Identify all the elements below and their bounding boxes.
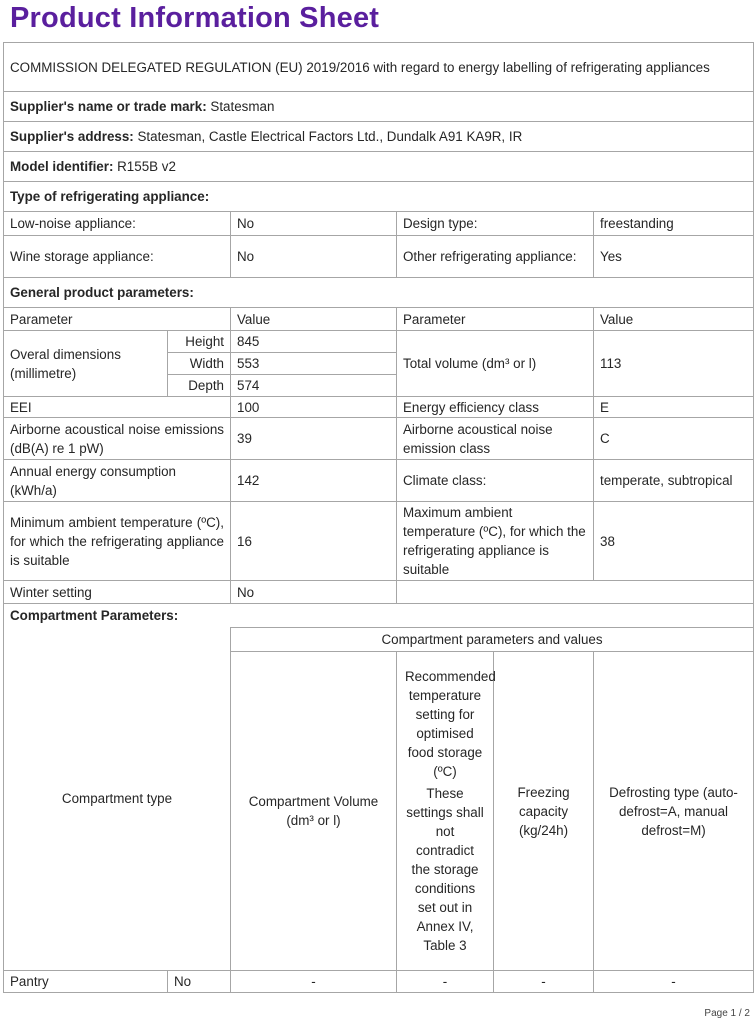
supplier-name-value: Statesman [210,99,275,114]
pantry-present: No [168,971,231,993]
min-ambient-label: Minimum ambient temperature (ºC), for which the refrigerating appliance is suitable [4,502,231,581]
pantry-type: Pantry [4,971,168,993]
width-value: 553 [231,353,397,375]
other-appliance-label: Other refrigerating appliance: [397,236,594,278]
total-volume-label: Total volume (dm³ or l) [397,331,594,397]
winter-setting-label: Winter setting [4,581,231,604]
noise-emissions-label: Airborne acoustical noise emissions (dB(A) re 1 pW) [4,418,231,460]
energy-class-value: E [594,397,754,418]
noise-class-label: Airborne acoustical noise emission class [397,418,594,460]
design-type-value: freestanding [594,212,754,236]
value-header-left: Value [231,308,397,331]
value-header-right: Value [594,308,754,331]
supplier-address-label: Supplier's address: [10,129,134,144]
page-number: Page 1 / 2 [704,1008,750,1019]
width-label: Width [168,353,231,375]
empty-cell [397,581,754,604]
annual-energy-value: 142 [231,460,397,502]
supplier-address-row [4,122,754,152]
compartment-values-header: Compartment parameters and values [231,628,754,652]
design-type-label: Design type: [397,212,594,236]
parameter-header-right: Parameter [397,308,594,331]
compartment-parameters-heading: Compartment Parameters: [4,604,754,628]
pantry-freezing: - [541,974,546,989]
eei-value: 100 [231,397,397,418]
winter-setting-value: No [231,581,397,604]
annual-energy-label: Annual energy consumption (kWh/a) [4,460,231,502]
product-information-table [3,42,754,993]
defrosting-type-header: Defrosting type (auto-defrost=A, manual defrost=M) [594,652,754,971]
temperature-header-cell [397,652,594,971]
eei-label: EEI [4,397,231,418]
height-label: Height [168,331,231,353]
recommended-temperature-header: Recommended temperature setting for optimised food storage (ºC) [405,669,496,779]
depth-label: Depth [168,375,231,397]
wine-storage-label: Wine storage appliance: [4,236,231,278]
pantry-temp-freezing-cell [397,971,594,993]
regulation-text: COMMISSION DELEGATED REGULATION (EU) 2019/2016 with regard to energy labelling of refrigerating appliances [4,43,754,92]
low-noise-value: No [231,212,397,236]
page-title: Product Information Sheet [10,2,380,34]
climate-class-label: Climate class: [397,460,594,502]
model-identifier-label: Model identifier: [10,159,114,174]
model-identifier-row [4,152,754,182]
low-noise-label: Low-noise appliance: [4,212,231,236]
total-volume-value: 113 [594,331,754,397]
energy-class-label: Energy efficiency class [397,397,594,418]
depth-value: 574 [231,375,397,397]
max-ambient-value: 38 [594,502,754,581]
compartment-type-header: Compartment type [4,628,231,971]
max-ambient-label: Maximum ambient temperature (ºC), for which the refrigerating appliance is suitable [397,502,594,581]
general-parameters-heading: General product parameters: [4,278,754,308]
freezing-capacity-header: Freezing capacity (kg/24h) [517,784,570,838]
compartment-volume-header: Compartment Volume (dm³ or l) [231,652,397,971]
noise-class-value: C [594,418,754,460]
parameter-header-left: Parameter [4,308,231,331]
climate-class-value: temperate, subtropical [594,460,754,502]
pantry-defrost: - [594,971,754,993]
supplier-address-value: Statesman, Castle Electrical Factors Ltd., Dundalk A91 KA9R, IR [137,129,523,144]
temperature-note: These settings shall not contradict the storage conditions set out in Annex IV, Table 3 [406,786,484,953]
wine-storage-value: No [231,236,397,278]
supplier-name-label: Supplier's name or trade mark: [10,99,207,114]
pantry-temperature: - [397,971,494,992]
other-appliance-value: Yes [594,236,754,278]
dimensions-label: Overal dimensions (millimetre) [4,331,168,397]
noise-emissions-value: 39 [231,418,397,460]
min-ambient-value: 16 [231,502,397,581]
height-value: 845 [231,331,397,353]
pantry-volume: - [231,971,397,993]
model-identifier-value: R155B v2 [117,159,176,174]
type-heading: Type of refrigerating appliance: [4,182,754,212]
supplier-name-row [4,92,754,122]
